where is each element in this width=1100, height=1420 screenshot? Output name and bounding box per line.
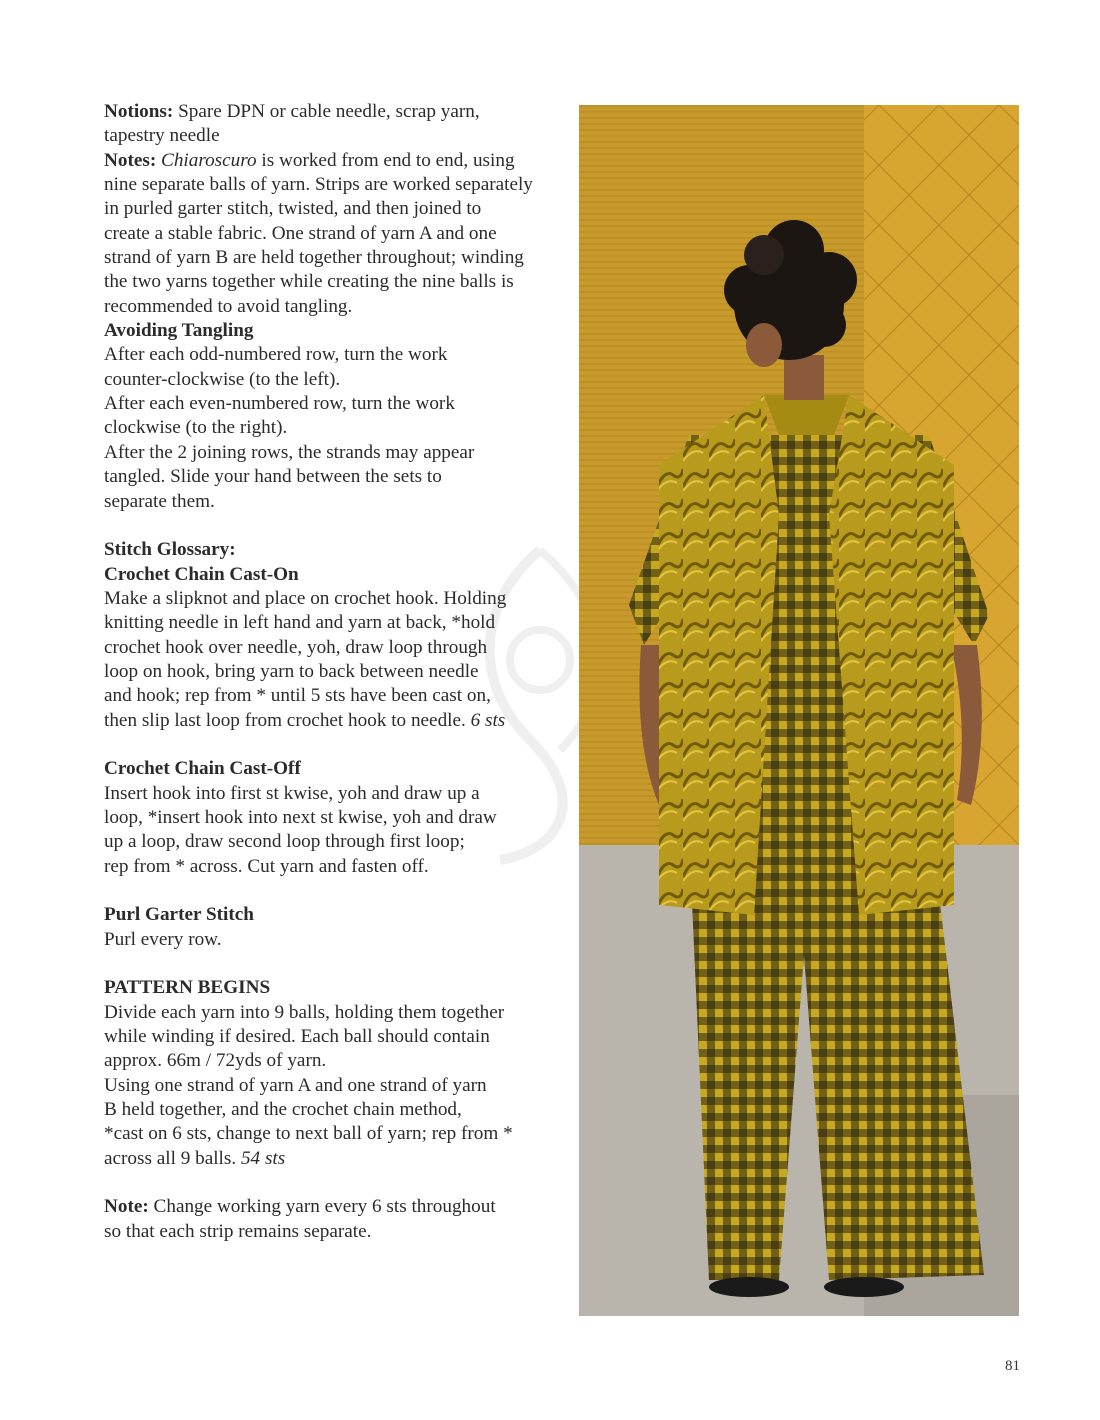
pattern-text-column: Notions: Spare DPN or cable needle, scrap yarn, tapestry needle Notes: Chiaroscuro is worked from end to end, using nine separate balls of yarn. Strips are worked separately in purled garter stitch, twisted, and then joined to create a stable fabric. One strand of yarn A and one strand of yarn B are held together throughout; winding the two yarns together while creating the nine balls is recommended to avoid tangling. Avoiding Tangling After each odd-numbered row, turn the work counter-clockwise (to the left). After each even-numbered row, turn the work clockwise (to the right). After the 2 joining rows, the strands may appear tangled. Slide your hand between the sets to separate them. Stitch Glossary: Crochet Chain Cast-On Make a slipknot and place on crochet hook. Holding knitting needle in left hand and yarn at back, *hold crochet hook over needle, yoh, draw loop through loop on hook, bring yarn to back between needle and hook; rep from * until 5 sts have been cast on, then slip last loop from crochet hook to needle. 6 sts Crochet Chain Cast-Off Insert hook into first st kwise, yoh and draw up a loop, *insert hook into next st kwise, yoh and draw up a loop, draw second loop through first loop; rep from * across. Cut yarn and fasten off. Purl Garter Stitch Purl every row. PATTERN BEGINS Divide each yarn into 9 balls, holding them together while winding if desired. Each ball should contain approx. 66m / 72yds of yarn. Using one strand of yarn A and one strand of yarn B held together, and the crochet chain method, *cast on 6 sts, change to next ball of yarn; rep from * across all 9 balls. 54 sts Note: Change working yarn every 6 sts throughout so that each strip remains separate. bbox=[104, 100, 554, 1244]
ear bbox=[746, 323, 782, 367]
model-photo bbox=[579, 105, 1019, 1316]
stitch-glossary-heading: Stitch Glossary: bbox=[104, 539, 236, 561]
note-line: Note: Change working yarn every 6 sts throughout bbox=[104, 1196, 496, 1218]
pattern-begins-heading: PATTERN BEGINS bbox=[104, 977, 271, 999]
neck bbox=[784, 355, 824, 400]
cast-on-heading: Crochet Chain Cast-On bbox=[104, 563, 299, 585]
purl-garter-heading: Purl Garter Stitch bbox=[104, 904, 254, 926]
notes-line: Notes: Chiaroscuro is worked from end to end, using bbox=[104, 149, 515, 171]
right-shoe bbox=[824, 1277, 904, 1297]
avoiding-tangling-heading: Avoiding Tangling bbox=[104, 320, 254, 342]
page-number: 81 bbox=[1005, 1358, 1020, 1374]
cast-off-heading: Crochet Chain Cast-Off bbox=[104, 758, 301, 780]
notions-line: Notions: Spare DPN or cable needle, scrap yarn, bbox=[104, 101, 480, 122]
photo-illustration bbox=[579, 105, 1019, 1316]
left-shoe bbox=[709, 1277, 789, 1297]
